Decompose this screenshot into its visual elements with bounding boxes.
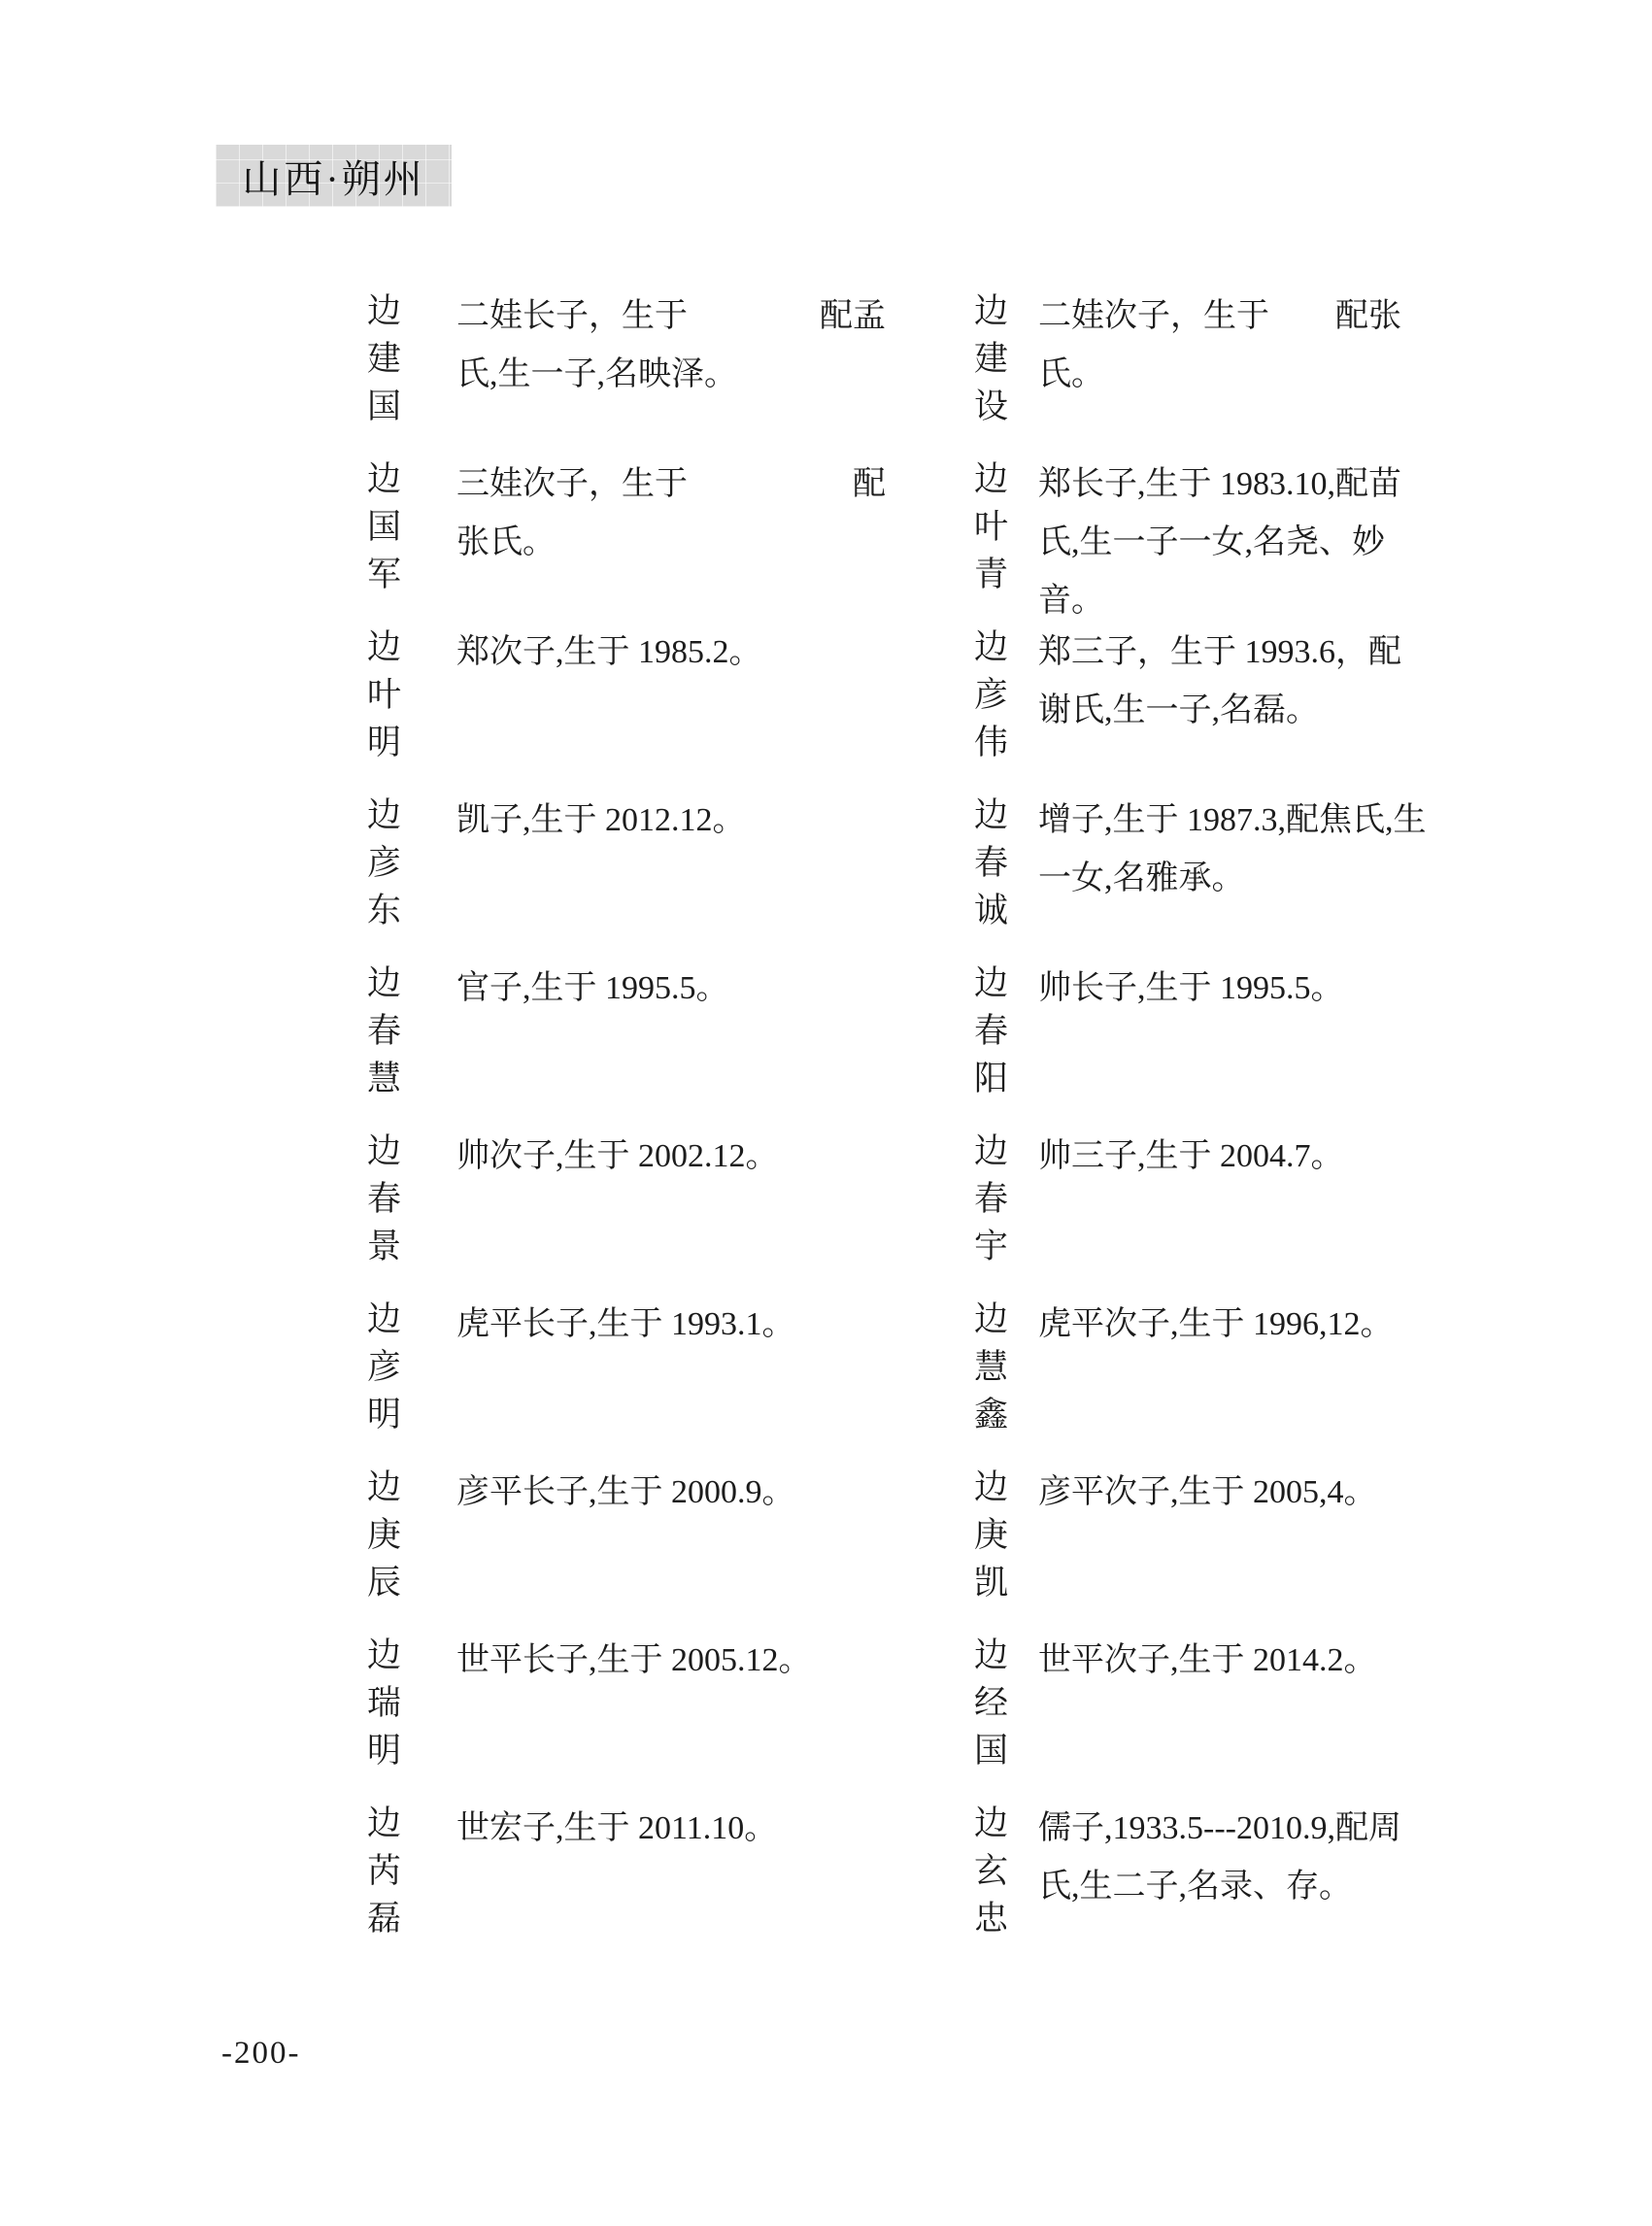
person-detail: 增子,生于 1987.3,配焦氏,生一女,名雅承。 — [1038, 802, 1427, 896]
person-detail: 帅三子,生于 2004.7。 — [1038, 1138, 1344, 1174]
person-detail: 虎平次子,生于 1996,12。 — [1038, 1306, 1394, 1342]
entry — [974, 1800, 1433, 1942]
entry — [367, 624, 909, 766]
entry — [367, 1128, 909, 1270]
person-detail: 三娃次子，生于 配张氏。 — [456, 466, 886, 560]
person-name: 边慧鑫 — [974, 1300, 1009, 1433]
entry — [367, 1296, 909, 1438]
entry — [367, 1632, 909, 1774]
person-name: 边建设 — [974, 292, 1009, 425]
person-detail: 世宏子,生于 2011.10。 — [456, 1810, 778, 1846]
entry — [367, 287, 909, 430]
person-name: 边彦明 — [367, 1300, 402, 1433]
entry-row — [367, 1128, 1435, 1296]
person-detail: 儒子,1933.5---2010.9,配周氏,生二子,名录、存。 — [1038, 1810, 1401, 1905]
person-detail: 官子,生于 1995.5。 — [456, 970, 729, 1006]
person-detail: 世平次子,生于 2014.2。 — [1038, 1642, 1377, 1678]
person-detail: 郑三子，生于 1993.6，配谢氏,生一子,名磊。 — [1038, 634, 1401, 728]
entry-row — [367, 287, 1435, 455]
region-header-box — [216, 145, 452, 207]
person-name: 边经国 — [974, 1636, 1009, 1770]
entry-row — [367, 1296, 1435, 1464]
entry — [974, 1464, 1433, 1606]
entry — [974, 287, 1433, 430]
person-name: 边建国 — [367, 292, 402, 425]
region-header-label: 山西·朔州 — [242, 156, 425, 201]
entry — [974, 1632, 1433, 1774]
entry-row — [367, 792, 1435, 960]
person-name: 边春阳 — [974, 964, 1009, 1097]
person-name: 边庚凯 — [974, 1468, 1009, 1602]
person-name: 边国军 — [367, 460, 402, 593]
entry — [974, 1296, 1433, 1438]
person-detail: 郑次子,生于 1985.2。 — [456, 634, 762, 670]
entry — [974, 624, 1433, 766]
person-name: 边瑞明 — [367, 1636, 402, 1770]
person-name: 边春宇 — [974, 1132, 1009, 1265]
person-detail: 二娃长子，生于 配孟氏,生一子,名映泽。 — [456, 298, 886, 392]
person-detail: 郑长子,生于 1983.10,配苗氏,生一子一女,名尧、妙音。 — [1038, 466, 1401, 619]
person-detail: 凯子,生于 2012.12。 — [456, 802, 746, 838]
person-detail: 二娃次子，生于 配张氏。 — [1038, 298, 1401, 392]
entry — [367, 1464, 909, 1606]
entry-row — [367, 1800, 1435, 1968]
genealogy-entries — [367, 287, 1435, 1968]
person-name: 边彦伟 — [974, 628, 1009, 761]
entry — [974, 1128, 1433, 1270]
person-detail: 帅次子,生于 2002.12。 — [456, 1138, 779, 1174]
person-detail: 帅长子,生于 1995.5。 — [1038, 970, 1344, 1006]
entry-row — [367, 1464, 1435, 1632]
person-detail: 彦平长子,生于 2000.9。 — [456, 1474, 795, 1510]
person-name: 边庚辰 — [367, 1468, 402, 1602]
person-detail: 彦平次子,生于 2005,4。 — [1038, 1474, 1377, 1510]
person-name: 边春景 — [367, 1132, 402, 1265]
page-number: -200- — [221, 2036, 301, 2071]
entry-row — [367, 960, 1435, 1128]
entry — [367, 960, 909, 1102]
entry — [367, 792, 909, 934]
person-name: 边叶青 — [974, 460, 1009, 593]
person-name: 边彦东 — [367, 796, 402, 929]
person-detail: 虎平长子,生于 1993.1。 — [456, 1306, 795, 1342]
person-name: 边春诚 — [974, 796, 1009, 929]
entry-row — [367, 1632, 1435, 1800]
entry — [974, 960, 1433, 1102]
person-name: 边叶明 — [367, 628, 402, 761]
person-name: 边玄忠 — [974, 1804, 1009, 1938]
entry — [974, 455, 1433, 630]
person-name: 边春慧 — [367, 964, 402, 1097]
person-name: 边芮磊 — [367, 1804, 402, 1938]
person-detail: 世平长子,生于 2005.12。 — [456, 1642, 812, 1678]
entry — [974, 792, 1433, 934]
entry — [367, 1800, 909, 1942]
entry-row — [367, 624, 1435, 792]
entry-row — [367, 455, 1435, 624]
entry — [367, 455, 909, 598]
